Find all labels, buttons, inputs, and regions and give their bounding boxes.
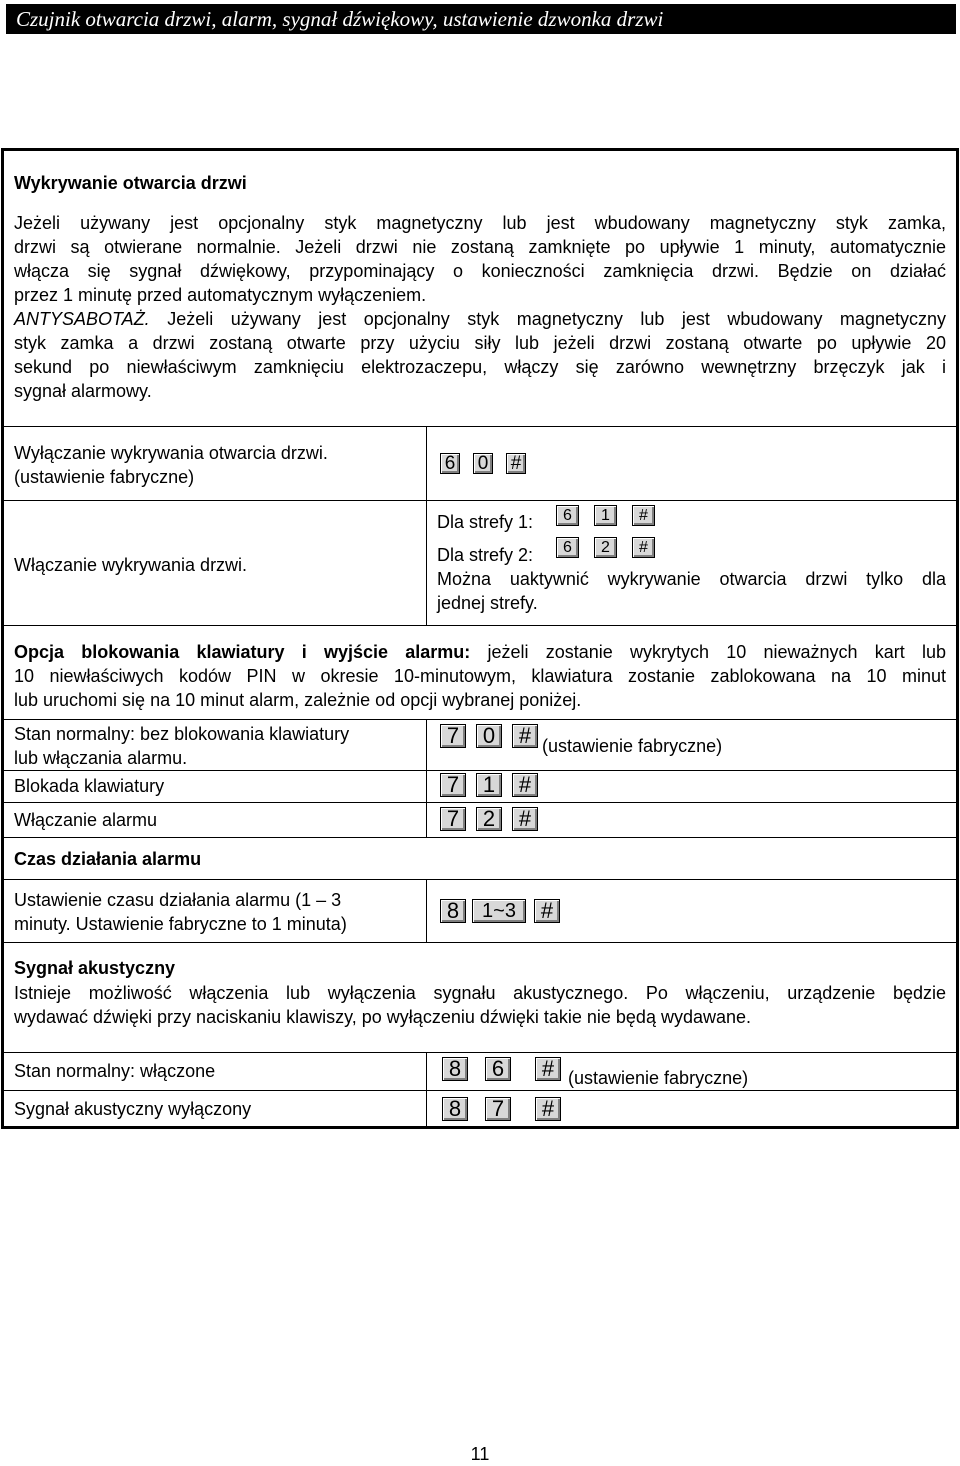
divider xyxy=(1,719,959,720)
paragraph-line: Jeżeli używany jest opcjonalny styk magnetyczny lub jest wbudowany magnetyczny styk zamka, xyxy=(14,213,946,233)
intro-line: lub uruchomi się na 10 minut alarm, zależnie od opcji wybranej poniżej. xyxy=(14,690,582,710)
paragraph-line: sekund po niewłaściwym zamknięciu elektrozaczepu, włączy się zarówno wewnętrzny brzęczyk jak i xyxy=(14,357,946,377)
key-hash: # xyxy=(512,773,538,797)
key-7: 7 xyxy=(485,1097,511,1121)
sound-on-label: Stan normalny: włączone xyxy=(14,1061,216,1081)
key-hash: # xyxy=(535,1057,561,1081)
key-2: 2 xyxy=(594,537,617,558)
factory-setting-note: (ustawienie fabryczne) xyxy=(542,736,723,756)
key-8: 8 xyxy=(442,1057,468,1081)
factory-setting-note: (ustawienie fabryczne) xyxy=(14,467,195,487)
divider xyxy=(1,879,959,880)
key-6: 6 xyxy=(440,453,460,474)
divider xyxy=(1,1052,959,1053)
column-divider xyxy=(426,879,427,942)
key-hash: # xyxy=(535,1097,561,1121)
divider xyxy=(1,837,959,838)
intro-line: 10 niewłaściwych kodów PIN w okresie 10-minutowym, klawiatura zostanie zablokowana na 10 minut xyxy=(14,666,946,686)
divider xyxy=(1,770,959,771)
sound-line: Istnieje możliwość włączenia lub wyłączenia sygnału akustycznego. Po włączeniu, urządzenie będzie xyxy=(14,983,946,1003)
key-6: 6 xyxy=(485,1057,511,1081)
sound-off-label: Sygnał akustyczny wyłączony xyxy=(14,1099,252,1119)
alarm-time-label xyxy=(14,888,347,936)
normal-state-line: lub włączania alarmu. xyxy=(14,748,188,768)
normal-state-line: Stan normalny: bez blokowania klawiatury xyxy=(14,724,350,744)
key-8: 8 xyxy=(442,1097,468,1121)
key-hash: # xyxy=(512,807,538,831)
column-divider xyxy=(426,426,427,625)
disable-label-line: Wyłączanie wykrywania otwarcia drzwi. xyxy=(14,443,328,463)
page-header xyxy=(6,4,956,34)
normal-state-label xyxy=(14,722,349,770)
alarm-time-line: minuty. Ustawienie fabryczne to 1 minuta) xyxy=(14,914,347,934)
sound-line: wydawać dźwięki przy naciskaniu klawiszy, po wyłączeniu dźwięki takie nie będą wydawane. xyxy=(14,1007,752,1027)
key-7: 7 xyxy=(440,807,466,831)
divider xyxy=(1,426,959,427)
key-0: 0 xyxy=(476,724,502,748)
antitamper-line xyxy=(14,307,946,331)
sound-paragraph xyxy=(14,981,946,1029)
zone-note-line: Można uaktywnić wykrywanie otwarcia drzwi tylko dla xyxy=(437,569,946,589)
door-detection-paragraph xyxy=(14,211,946,403)
key-1: 1 xyxy=(594,505,617,526)
keypad-block-label: Blokada klawiatury xyxy=(14,776,165,796)
key-6: 6 xyxy=(556,505,579,526)
key-hash: # xyxy=(506,453,526,474)
key-hash: # xyxy=(632,537,655,558)
column-divider xyxy=(426,719,427,837)
divider xyxy=(1,942,959,943)
key-hash: # xyxy=(512,724,538,748)
zone1-label: Dla strefy 1: xyxy=(437,512,534,532)
page-number: 11 xyxy=(470,1444,490,1464)
key-2: 2 xyxy=(476,807,502,831)
sound-heading: Sygnał akustyczny xyxy=(14,958,176,978)
keypad-lock-intro xyxy=(14,640,946,712)
intro-first-line xyxy=(14,640,946,664)
keypad-lock-heading: Opcja blokowania klawiatury i wyjście alarmu: xyxy=(14,642,471,662)
zone-note-line: jednej strefy. xyxy=(437,593,538,613)
paragraph-line: włącza się sygnał dźwiękowy, przypominający o konieczności zamknięcia drzwi. Będzie on działać xyxy=(14,261,946,281)
divider xyxy=(1,1090,959,1091)
intro-text: jeżeli zostanie wykrytych 10 nieważnych kart lub xyxy=(470,642,946,662)
key-7: 7 xyxy=(440,724,466,748)
key-hash: # xyxy=(632,505,655,526)
alarm-time-heading: Czas działania alarmu xyxy=(14,849,202,869)
factory-setting-note: (ustawienie fabryczne) xyxy=(568,1068,749,1088)
key-1-3: 1~3 xyxy=(472,899,526,923)
paragraph-line: drzwi są otwierane normalnie. Jeżeli drzwi nie zostaną zamknięte po upływie 1 minuty, automatycznie xyxy=(14,237,946,257)
enable-detection-label: Włączanie wykrywania drzwi. xyxy=(14,555,248,575)
disable-detection-label xyxy=(14,441,328,489)
alarm-enable-label: Włączanie alarmu xyxy=(14,810,158,830)
paragraph-line: przez 1 minutę przed automatycznym wyłączeniem. xyxy=(14,285,427,305)
paragraph-line: sygnał alarmowy. xyxy=(14,381,152,401)
divider xyxy=(1,802,959,803)
key-0: 0 xyxy=(473,453,493,474)
divider xyxy=(1,625,959,626)
alarm-time-line: Ustawienie czasu działania alarmu (1 – 3 xyxy=(14,890,342,910)
antitamper-text: Jeżeli używany jest opcjonalny styk magnetyczny lub jest wbudowany magnetyczny xyxy=(167,309,946,329)
header-title: Czujnik otwarcia drzwi, alarm, sygnał dźwiękowy, ustawienie dzwonka drzwi xyxy=(16,7,664,31)
key-7: 7 xyxy=(440,773,466,797)
paragraph-line: styk zamka a drzwi zostaną otwarte przy użyciu siły lub jeżeli drzwi zostaną otwarte po upływie 20 xyxy=(14,333,946,353)
door-detection-heading: Wykrywanie otwarcia drzwi xyxy=(14,173,247,193)
divider xyxy=(1,500,959,501)
key-6: 6 xyxy=(556,537,579,558)
key-1: 1 xyxy=(476,773,502,797)
zone2-label: Dla strefy 2: xyxy=(437,545,534,565)
key-hash: # xyxy=(534,899,560,923)
zone-note xyxy=(437,567,946,615)
key-8: 8 xyxy=(440,899,466,923)
antitamper-label: ANTYSABOTAŻ. xyxy=(14,309,150,329)
